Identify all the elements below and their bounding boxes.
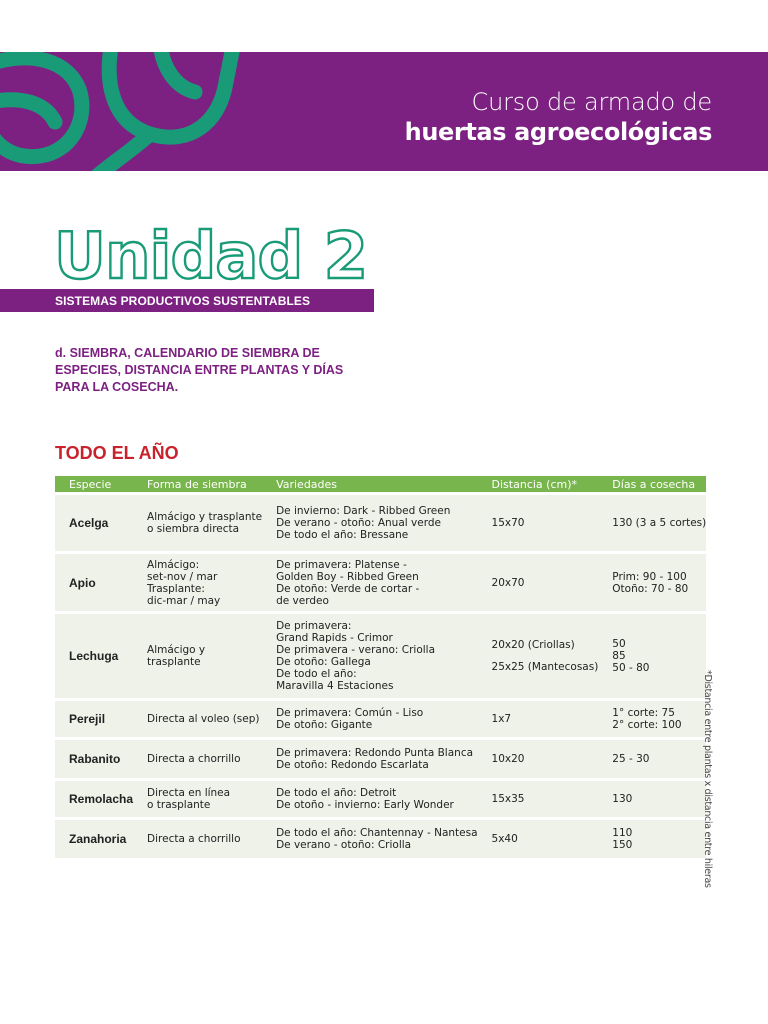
- column-header-especie: Especie: [55, 476, 133, 492]
- cell-line: De primavera:: [276, 620, 352, 632]
- course-title-line1: Curso de armado de: [471, 88, 712, 116]
- table-row: [55, 740, 706, 778]
- cell-variedades: [262, 820, 477, 858]
- cell-variedades: [262, 614, 477, 698]
- cell-line: Otoño: 70 - 80: [612, 582, 689, 595]
- cell-line: De otoño: Gigante: [276, 719, 373, 731]
- cell-line: 130: [612, 793, 633, 805]
- cell-distancia: [478, 554, 599, 611]
- cell-especie: Zanahoria: [55, 820, 133, 858]
- cell-especie: Perejil: [55, 701, 133, 737]
- cell-line: De todo el año: Detroit: [276, 787, 397, 799]
- cell-forma: [133, 781, 262, 817]
- cell-line: 20x20 (Criollas): [491, 639, 575, 651]
- column-header-distancia: Distancia (cm)*: [478, 476, 599, 492]
- cell-line: 110: [612, 827, 633, 839]
- cell-line: De todo el año: Chantennay - Nantesa: [276, 827, 478, 839]
- cell-line: 15x35: [491, 793, 525, 805]
- cell-forma: [133, 701, 262, 737]
- cell-line: De primavera: Redondo Punta Blanca: [276, 747, 474, 759]
- cell-forma: [133, 740, 262, 778]
- table-row: [55, 495, 706, 551]
- cell-distancia: [478, 740, 599, 778]
- planting-table: [55, 473, 706, 861]
- cell-line: 2° corte: 100: [612, 719, 682, 731]
- cell-line: 1° corte: 75: [612, 707, 675, 719]
- cell-distancia: [478, 781, 599, 817]
- cell-line: De primavera - verano: Criolla: [276, 644, 436, 656]
- cell-line: Directa a chorrillo: [147, 753, 241, 765]
- cell-line: Directa al voleo (sep): [147, 713, 260, 725]
- cell-line: Maravilla 4 Estaciones: [276, 680, 394, 692]
- cell-line: Directa en línea: [147, 787, 231, 799]
- cell-line: Almácigo:: [147, 558, 200, 571]
- cell-spacer: [492, 651, 599, 661]
- cell-dias: [598, 820, 706, 858]
- cell-line: trasplante: [147, 656, 201, 668]
- table-row: [55, 701, 706, 737]
- cell-line: Prim: 90 - 100: [612, 570, 687, 583]
- cell-line: Golden Boy - Ribbed Green: [276, 570, 419, 583]
- cell-variedades: [262, 740, 477, 778]
- cell-line: De todo el año:: [276, 668, 357, 680]
- cell-line: dic-mar / may: [147, 594, 221, 607]
- cell-dias: [598, 701, 706, 737]
- cell-line: 5x40: [491, 833, 518, 845]
- distance-footnote: *Distancia entre plantas x distancia entre hileras: [702, 670, 713, 888]
- cell-dias: [598, 614, 706, 698]
- cell-line: De invierno: Dark - Ribbed Green: [276, 505, 451, 517]
- cell-especie: Lechuga: [55, 614, 133, 698]
- course-title-line2: huertas agroecológicas: [404, 118, 712, 146]
- section-intro: [55, 345, 355, 396]
- cell-line: 150: [612, 839, 633, 851]
- cell-line: o siembra directa: [147, 523, 240, 535]
- table-row: [55, 554, 706, 611]
- cell-line: 1x7: [491, 713, 512, 725]
- all-year-heading: TODO EL AÑO: [55, 443, 179, 463]
- cell-forma: [133, 820, 262, 858]
- cell-line: 85: [612, 650, 626, 662]
- cell-line: De otoño - invierno: Early Wonder: [276, 799, 454, 811]
- table-row: [55, 820, 706, 858]
- column-header-forma: Forma de siembra: [133, 476, 262, 492]
- cell-line: 50 - 80: [612, 662, 650, 674]
- header-banner: [0, 52, 768, 171]
- table-row: [55, 781, 706, 817]
- cell-distancia: [478, 614, 599, 698]
- cell-line: De primavera: Común - Liso: [276, 707, 424, 719]
- cell-variedades: [262, 701, 477, 737]
- cell-line: De todo el año: Bressane: [276, 529, 409, 541]
- unit-title: [52, 220, 382, 286]
- cell-line: de verdeo: [276, 594, 329, 607]
- cell-line: De primavera: Platense -: [276, 558, 407, 571]
- cell-dias: [598, 740, 706, 778]
- cell-line: 10x20: [491, 753, 525, 765]
- cell-especie: Acelga: [55, 495, 133, 551]
- table-header-row: [55, 476, 706, 492]
- cell-forma: [133, 554, 262, 611]
- cell-line: Grand Rapids - Crimor: [276, 632, 393, 644]
- cell-variedades: [262, 781, 477, 817]
- cell-line: 25x25 (Mantecosas): [491, 661, 599, 673]
- table-row: [55, 614, 706, 698]
- cell-line: 130 (3 a 5 cortes): [612, 517, 707, 529]
- cell-especie: Apio: [55, 554, 133, 611]
- cell-line: Trasplante:: [147, 582, 205, 595]
- cell-dias: [598, 554, 706, 611]
- cell-variedades: [262, 554, 477, 611]
- cell-line: 25 - 30: [612, 753, 650, 765]
- cell-especie: Rabanito: [55, 740, 133, 778]
- cell-distancia: [478, 820, 599, 858]
- section-intro-line: d. SIEMBRA, CALENDARIO DE SIEMBRA DE: [55, 346, 320, 360]
- cell-dias: [598, 495, 706, 551]
- cell-line: De otoño: Redondo Escarlata: [276, 759, 429, 771]
- section-intro-line: ESPECIES, DISTANCIA ENTRE PLANTAS Y DÍAS: [55, 363, 344, 377]
- cell-dias: [598, 781, 706, 817]
- cell-line: 20x70: [491, 576, 525, 589]
- cell-line: De otoño: Verde de cortar -: [276, 582, 420, 595]
- cell-line: Almácigo y trasplante: [147, 511, 263, 523]
- section-intro-line: PARA LA COSECHA.: [55, 380, 179, 394]
- cell-line: Almácigo y: [147, 644, 206, 656]
- cell-especie: Remolacha: [55, 781, 133, 817]
- cell-forma: [133, 495, 262, 551]
- cell-line: De otoño: Gallega: [276, 656, 371, 668]
- cell-distancia: [478, 701, 599, 737]
- cell-distancia: [478, 495, 599, 551]
- unit-subtitle: SISTEMAS PRODUCTIVOS SUSTENTABLES: [55, 294, 311, 308]
- unit-title-text: Unidad 2: [54, 220, 368, 286]
- cell-forma: [133, 614, 262, 698]
- logo-swirl-decoration: [0, 52, 260, 171]
- cell-line: 50: [612, 638, 626, 650]
- cell-variedades: [262, 495, 477, 551]
- cell-line: set-nov / mar: [147, 570, 218, 583]
- cell-line: De verano - otoño: Criolla: [276, 839, 412, 851]
- column-header-variedades: Variedades: [262, 476, 477, 492]
- cell-line: Directa a chorrillo: [147, 833, 241, 845]
- cell-line: o trasplante: [147, 799, 211, 811]
- cell-line: De verano - otoño: Anual verde: [276, 517, 441, 529]
- cell-line: 15x70: [491, 517, 525, 529]
- column-header-dias: Días a cosecha: [598, 476, 706, 492]
